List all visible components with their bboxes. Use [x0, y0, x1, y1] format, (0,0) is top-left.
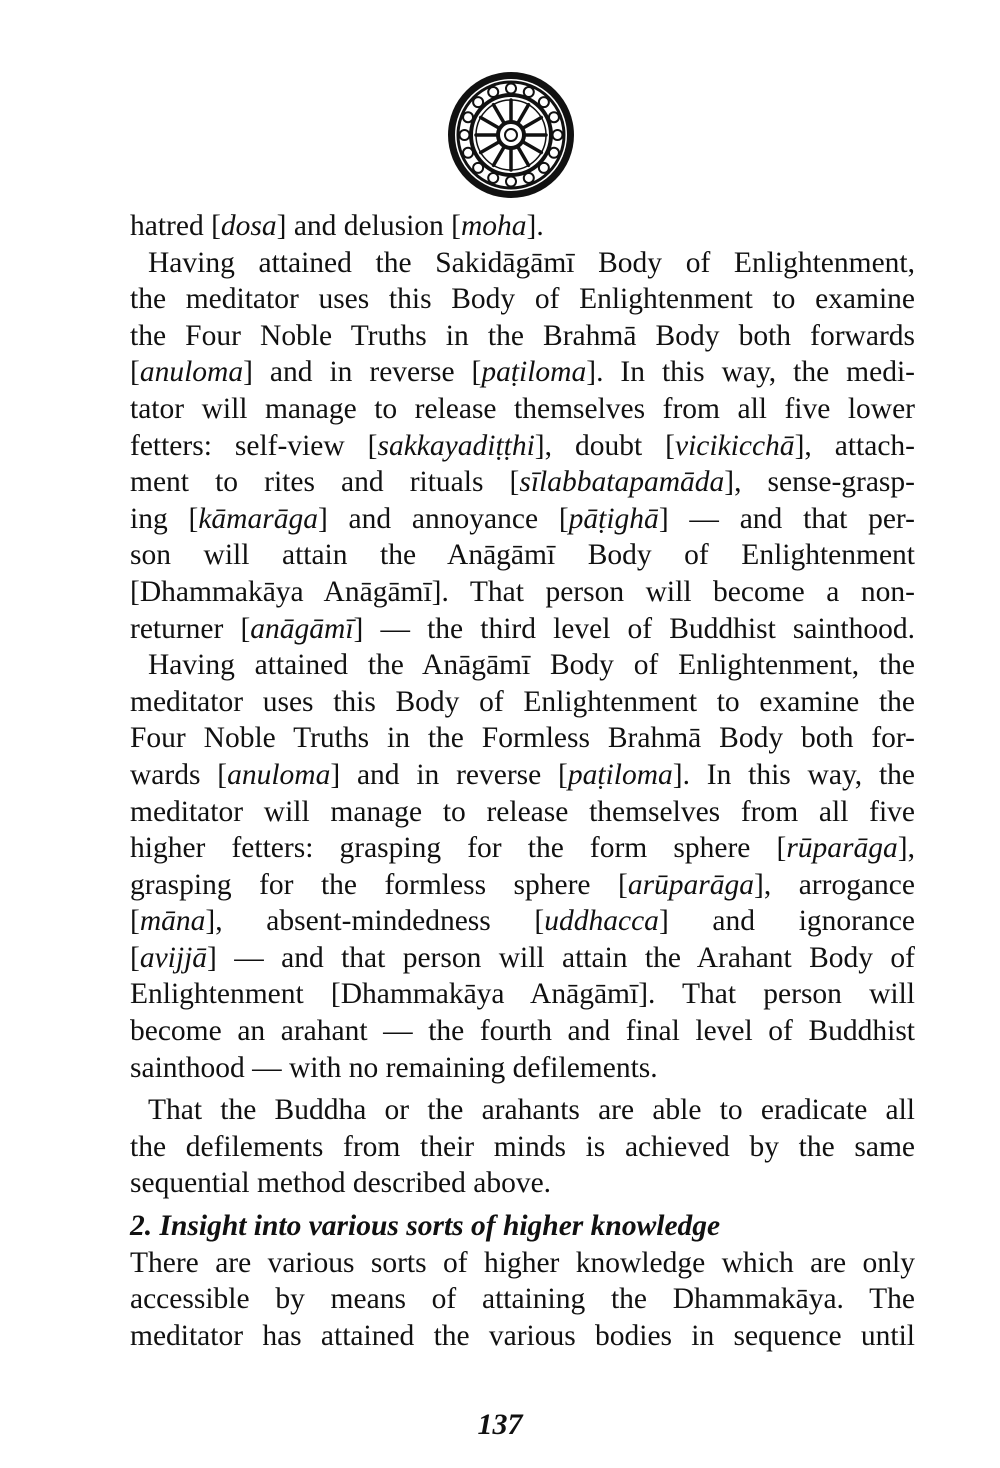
text-run: ] and delusion [	[276, 210, 461, 242]
text-run: There are various sorts of higher knowledge which are only	[130, 1246, 915, 1279]
text-run: ] — and that person will attain the Arahant Body of	[207, 941, 915, 974]
text-run: Four Noble Truths in the Formless Brahmā Body both for-	[130, 722, 915, 755]
text-run: ] and ignorance	[658, 905, 916, 938]
text-line	[130, 501, 915, 538]
text-run: the defilements from their minds is achieved by the same	[130, 1130, 915, 1163]
pali-term: māna	[139, 905, 206, 938]
text-run: ment to rites and rituals [	[130, 466, 520, 499]
pali-term: sīlabbatapamāda	[519, 466, 725, 499]
text-run: tator will manage to release themselves from all five lower	[130, 392, 915, 425]
pali-term: rūparāga	[786, 832, 898, 865]
text-run: 2. Insight into various sorts of higher knowledge	[130, 1210, 721, 1243]
text-run: the Four Noble Truths in the Brahmā Body both forwards	[130, 319, 915, 352]
pali-term: arūparāga	[627, 868, 755, 901]
text-run: sainthood — with no remaining defilements.	[130, 1051, 658, 1084]
pali-term: dosa	[220, 210, 277, 242]
body-text	[130, 208, 915, 1354]
text-run: ], doubt [	[534, 429, 675, 462]
text-run: hatred [	[130, 210, 221, 242]
text-run: ] — the third level of Buddhist sainthood.	[353, 612, 915, 645]
text-run: Having attained the Anāgāmī Body of Enlightenment, the	[148, 649, 915, 682]
dhammacakka-wheel-icon	[446, 70, 576, 200]
text-line	[130, 537, 915, 574]
text-run: Having attained the Sakidāgāmī Body of Enlightenment,	[148, 246, 915, 279]
pali-term: anuloma	[139, 356, 244, 389]
text-run: That the Buddha or the arahants are able to eradicate all	[148, 1094, 915, 1127]
text-line	[130, 867, 915, 904]
text-run: accessible by means of attaining the Dhammakāya. The	[130, 1283, 915, 1316]
text-line	[130, 281, 915, 318]
text-run: ], arrogance	[754, 868, 915, 901]
text-line	[130, 208, 915, 245]
pali-term: vicikicchā	[675, 429, 795, 462]
pali-term: avijjā	[139, 941, 208, 974]
pali-term: moha	[460, 210, 527, 242]
page-number: 137	[477, 1408, 523, 1441]
text-line	[130, 830, 915, 867]
pali-term: pāṭighā	[568, 502, 659, 535]
text-line	[130, 574, 915, 611]
text-line	[130, 245, 915, 282]
text-run: the meditator uses this Body of Enlightenment to examine	[130, 283, 915, 316]
text-run: son will attain the Anāgāmī Body of Enlightenment	[130, 539, 915, 572]
text-line	[130, 318, 915, 355]
text-line	[130, 940, 915, 977]
text-line	[130, 976, 915, 1013]
text-run: meditator has attained the various bodies in sequence until	[130, 1319, 915, 1352]
text-run: ] and in reverse [	[330, 758, 568, 791]
text-line	[130, 354, 915, 391]
text-line	[130, 1013, 915, 1050]
text-run: ], absent-mindedness [	[205, 905, 545, 938]
text-run: higher fetters: grasping for the form sphere [	[130, 832, 787, 865]
text-run: [	[130, 941, 140, 974]
text-run: ]. In this way, the	[672, 758, 915, 791]
text-line	[130, 757, 915, 794]
text-run: [	[130, 905, 140, 938]
pali-term: paṭiloma	[567, 758, 673, 791]
text-line	[130, 903, 915, 940]
text-run: [Dhammakāya Anāgāmī]. That person will become a non-	[130, 575, 915, 608]
text-line	[130, 720, 915, 757]
text-run: ] — and that per-	[658, 502, 915, 535]
text-run: ],	[897, 832, 915, 865]
text-line	[130, 611, 915, 648]
pali-term: sakkayadiṭṭhi	[377, 429, 535, 462]
text-line	[130, 428, 915, 465]
text-line	[130, 794, 915, 831]
text-run: Enlightenment [Dhammakāya Anāgāmī]. That person will	[130, 978, 915, 1011]
text-run: ] and in reverse [	[243, 356, 482, 389]
pali-term: uddhacca	[544, 905, 659, 938]
text-run: wards [	[130, 758, 228, 791]
text-run: sequential method described above.	[130, 1167, 552, 1200]
text-run: meditator will manage to release themselves from all five	[130, 795, 915, 828]
pali-term: anāgāmī	[250, 612, 354, 645]
section-heading	[130, 1208, 915, 1245]
text-run: meditator uses this Body of Enlightenment to examine the	[130, 685, 915, 718]
text-line	[130, 1245, 915, 1282]
text-run: grasping for the formless sphere [	[130, 868, 628, 901]
text-run: become an arahant — the fourth and final level of Buddhist	[130, 1015, 915, 1048]
text-line	[130, 684, 915, 721]
text-run: ].	[526, 210, 544, 242]
text-line	[130, 391, 915, 428]
text-line	[130, 647, 915, 684]
text-line	[130, 1281, 915, 1318]
text-run: ing [	[130, 502, 199, 535]
text-line	[130, 464, 915, 501]
text-run: fetters: self-view [	[130, 429, 378, 462]
text-line	[130, 1318, 915, 1355]
pali-term: kāmarāga	[198, 502, 318, 535]
text-line	[130, 1092, 915, 1129]
pali-term: anuloma	[227, 758, 331, 791]
text-run: ], attach-	[794, 429, 916, 462]
text-run: ] and annoyance [	[317, 502, 569, 535]
text-run: ]. In this way, the medi-	[586, 356, 915, 389]
pali-term: paṭiloma	[481, 356, 587, 389]
text-run: ], sense-grasp-	[724, 466, 915, 499]
text-line	[130, 1050, 915, 1087]
text-line	[130, 1165, 915, 1202]
text-line	[130, 1129, 915, 1166]
text-run: returner [	[130, 612, 251, 645]
text-run: [	[130, 356, 140, 389]
